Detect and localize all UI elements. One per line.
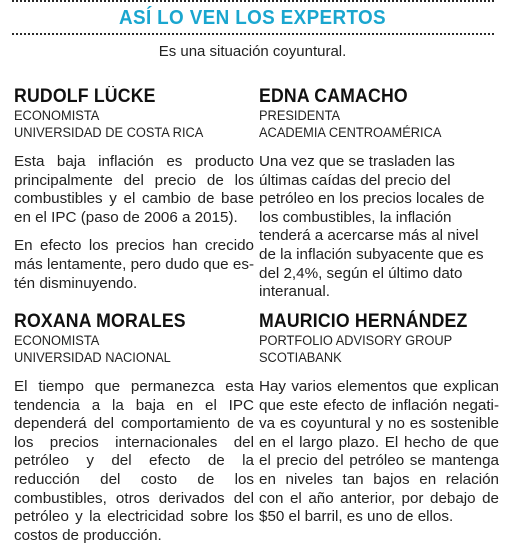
expert-card-camacho bbox=[259, 86, 499, 302]
expert-quote-paragraph: En efecto los precios han crecido más lentamente, pero dudo que estén disminuyendo. bbox=[14, 237, 254, 292]
expert-affiliation: UNIVERSIDAD NACIONAL bbox=[14, 349, 171, 365]
expert-role: ECONOMISTA bbox=[14, 333, 100, 348]
expert-card-lucke bbox=[14, 86, 254, 293]
expert-affiliation: ACADEMIA CENTROAMÉRICA bbox=[259, 124, 442, 140]
expert-affiliation: SCOTIABANK bbox=[259, 349, 342, 365]
expert-card-morales bbox=[14, 311, 254, 545]
title-dotted-rule bbox=[12, 33, 494, 35]
expert-name: ROXANA MORALES bbox=[14, 311, 186, 332]
section-subtitle: Es una situación coyuntural. bbox=[158, 43, 347, 60]
expert-name: EDNA CAMACHO bbox=[259, 86, 408, 107]
expert-quote-paragraph: El tiempo que permanezca esta tendencia a la baja en el IPC dependerá del comportamiento de los precios internacionales del petróleo y del efecto de la reducción del costo de los combustibles, otros derivados del petróleo y la electricidad sobre los costos de producción. bbox=[14, 378, 254, 544]
top-dotted-rule bbox=[12, 0, 494, 2]
expert-quote-paragraph: Hay varios elementos que explican que este efecto de inflación negativa es coyuntural y no es sostenible en el largo plazo. El hecho de que el precio del petróleo se mantenga en niveles tan bajos en relación con el año anterior, por debajo de $50 el barril, es uno de ellos. bbox=[259, 378, 499, 526]
expert-name: RUDOLF LÜCKE bbox=[14, 86, 156, 107]
expert-role: PORTFOLIO ADVISORY GROUP bbox=[259, 333, 453, 348]
expert-role: ECONOMISTA bbox=[14, 108, 100, 123]
expert-role: PRESIDENTA bbox=[259, 108, 341, 123]
expert-affiliation: UNIVERSIDAD DE COSTA RICA bbox=[14, 124, 204, 140]
expert-quote-paragraph: Una vez que se trasladen las últimas caídas del precio del petróleo en los precios locales de los combustibles, la inflación tenderá a acercarse más al nivel de la inflación subyacente que es del 2,4%, según el último dato interanual. bbox=[259, 153, 485, 301]
expert-name: MAURICIO HERNÁNDEZ bbox=[259, 311, 468, 332]
section-title: ASÍ LO VEN LOS EXPERTOS bbox=[119, 6, 386, 29]
expert-card-hernandez bbox=[259, 311, 499, 527]
expert-quote-paragraph: Esta baja inflación es producto principalmente del precio de los combustibles y el cambio de base en el IPC (paso de 2006 a 2015). bbox=[14, 153, 254, 226]
